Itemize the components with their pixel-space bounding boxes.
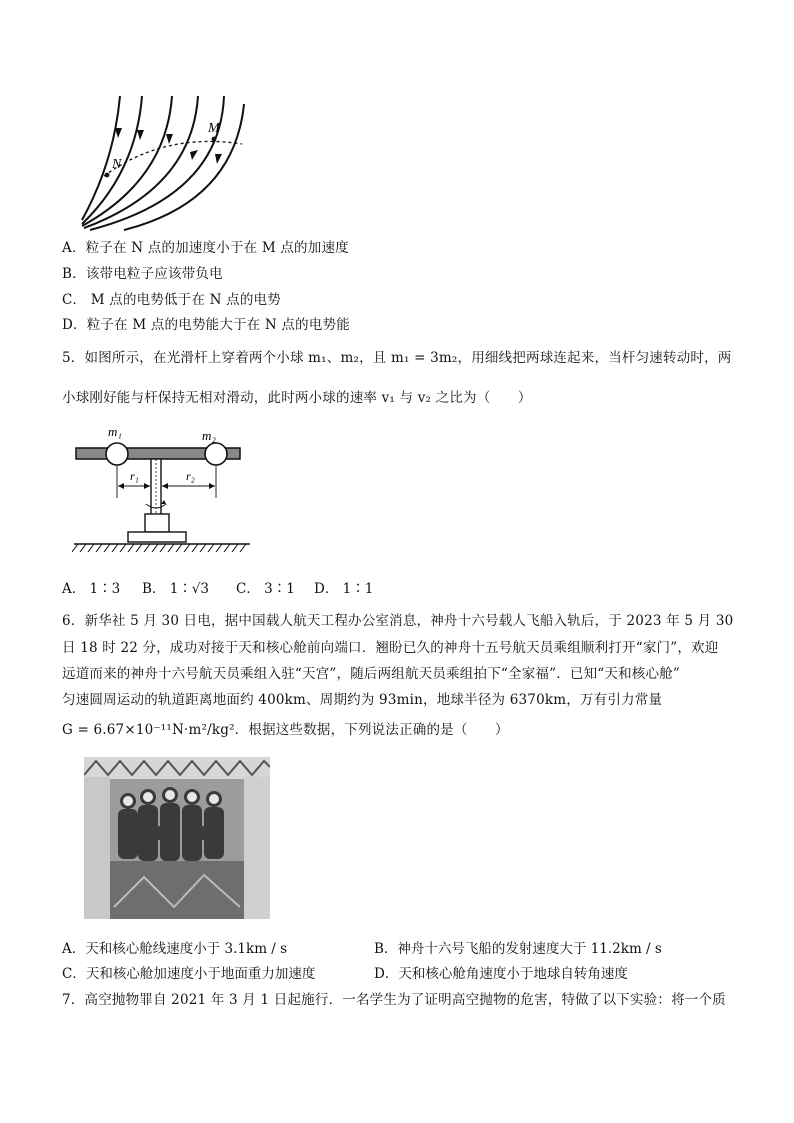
radius-r2-label: r₂ [186, 469, 195, 483]
q5-stem-line2: 小球刚好能与杆保持无相对滑动，此时两小球的速率 v₁ 与 v₂ 之比为（ ） [62, 390, 532, 406]
q5-option-d: D． 1∶1 [314, 581, 374, 597]
point-N-label: N [112, 157, 122, 172]
q5-option-a: A． 1∶3 [62, 581, 121, 597]
ball-m2-label: m₂ [202, 428, 216, 443]
q6-option-c: C．天和核心舱加速度小于地面重力加速度 [62, 966, 316, 982]
rotating-rod-figure [72, 418, 252, 560]
q6-stem-line3: 远道而来的神舟十六号航天员乘组入驻“天宫”，随后两组航天员乘组拍下“全家福”．已知“天和核心舱” [62, 666, 681, 682]
q4-option-d: D．粒子在 M 点的电势能大于在 N 点的电势能 [62, 317, 350, 333]
ball-m1-label: m₁ [108, 424, 122, 439]
point-M-label: M [208, 121, 220, 136]
field-lines-figure [74, 92, 254, 232]
q5-option-c: C． 3∶1 [236, 581, 295, 597]
q5-stem-line1: 5．如图所示，在光滑杆上穿着两个小球 m₁、m₂，且 m₁ = 3m₂，用细线把两球连起来，当杆匀速转动时，两 [62, 350, 732, 366]
q4-option-c: C． M 点的电势低于在 N 点的电势 [62, 292, 281, 308]
q6-stem-line2: 日 18 时 22 分，成功对接于天和核心舱前向端口．翘盼已久的神舟十五号航天员乘组顺利打开“家门”，欢迎 [62, 640, 719, 656]
q6-option-b: B．神舟十六号飞船的发射速度大于 11.2km / s [374, 941, 662, 957]
q5-option-b: B． 1∶√3 [142, 581, 209, 597]
q6-option-a: A．天和核心舱线速度小于 3.1km / s [62, 941, 288, 957]
q6-stem-line5: G = 6.67×10⁻¹¹N·m²/kg²．根据这些数据，下列说法正确的是（ ） [62, 722, 509, 738]
radius-r1-label: r₁ [130, 469, 139, 483]
q4-option-a: A．粒子在 N 点的加速度小于在 M 点的加速度 [62, 240, 349, 256]
q6-option-d: D．天和核心舱角速度小于地球自转角速度 [374, 966, 628, 982]
q6-stem-line1: 6．新华社 5 月 30 日电，据中国载人航天工程办公室消息，神舟十六号载人飞船入轨后，于 2023 年 5 月 30 [62, 613, 734, 629]
q6-stem-line4: 匀速圆周运动的轨道距离地面约 400km、周期约为 93min，地球半径为 6370km，万有引力常量 [62, 692, 663, 708]
astronaut-group-photo [84, 757, 270, 919]
q7-stem-line1: 7．高空抛物罪自 2021 年 3 月 1 日起施行．一名学生为了证明高空抛物的危害，特做了以下实验：将一个质 [62, 992, 726, 1008]
q4-option-b: B．该带电粒子应该带负电 [62, 266, 223, 282]
